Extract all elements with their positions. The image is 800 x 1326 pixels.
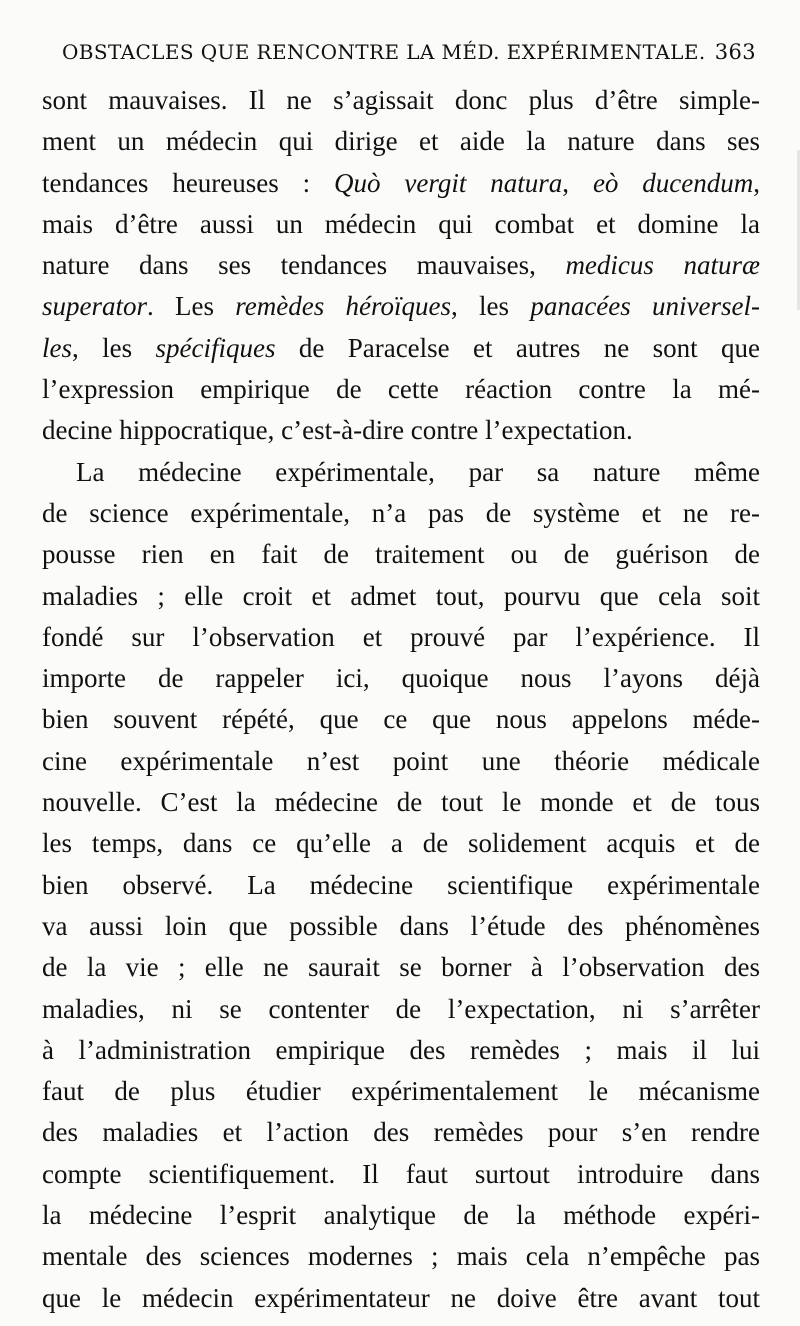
text-run: , les xyxy=(72,332,156,363)
text-line xyxy=(42,452,760,493)
italic-text-run: remèdes héroïques xyxy=(235,291,452,322)
text-line xyxy=(42,989,760,1030)
text-line xyxy=(42,741,760,782)
text-run: bien souvent répété, que ce que nous appelons méde- xyxy=(42,704,760,735)
text-line xyxy=(42,534,760,575)
text-run: à l’administration empirique des remèdes ; mais il lui xyxy=(42,1034,760,1065)
text-line xyxy=(42,493,760,534)
text-run: , xyxy=(562,167,593,198)
text-run: pousse rien en fait de traitement ou de guérison de xyxy=(42,539,760,570)
text-run: va aussi loin que possible dans l’étude des phénomènes xyxy=(42,910,760,941)
page-number: 363 xyxy=(714,40,756,64)
running-head-title: OBSTACLES QUE RENCONTRE LA MÉD. EXPÉRIMENTALE. xyxy=(62,40,706,64)
text-line xyxy=(42,1030,760,1071)
text-run: les temps, dans ce qu’elle a de solidement acquis et de xyxy=(42,828,760,859)
text-run: ment un médecin qui dirige et aide la nature dans ses xyxy=(42,126,760,157)
body-text xyxy=(42,80,760,1319)
text-run: que le médecin expérimentateur ne doive être avant tout xyxy=(42,1282,760,1313)
text-run: bien observé. La médecine scientifique expérimentale xyxy=(42,869,760,900)
text-line xyxy=(42,823,760,864)
text-line xyxy=(42,576,760,617)
text-run: mais d’être aussi un médecin qui combat et domine la xyxy=(42,208,760,239)
text-line xyxy=(42,1071,760,1112)
text-line xyxy=(42,1154,760,1195)
text-run: importe de rappeler ici, quoique nous l’ayons déjà xyxy=(42,663,760,694)
text-line xyxy=(42,1195,760,1236)
text-line xyxy=(42,906,760,947)
text-run: nature dans ses tendances mauvaises, xyxy=(42,250,566,281)
text-line xyxy=(42,865,760,906)
italic-text-run: eò ducendum xyxy=(592,167,754,198)
text-run: maladies ; elle croit et admet tout, pourvu que cela soit xyxy=(42,580,760,611)
text-run: La médecine expérimentale, par sa nature même xyxy=(76,456,760,487)
text-run: fondé sur l’observation et prouvé par l’expérience. Il xyxy=(42,621,760,652)
text-line xyxy=(42,245,760,286)
text-run: des maladies et l’action des remèdes pour s’en rendre xyxy=(42,1117,760,1148)
italic-text-run: Quò vergit natura xyxy=(334,167,563,198)
text-run: cine expérimentale n’est point une théorie médicale xyxy=(42,745,760,776)
text-run: maladies, ni se contenter de l’expectation, ni s’arrêter xyxy=(42,993,760,1024)
text-line xyxy=(42,1236,760,1277)
text-line xyxy=(42,328,760,369)
text-run: tendances heureuses : xyxy=(42,167,335,198)
italic-text-run: spécifiques xyxy=(155,332,276,363)
text-run: . Les xyxy=(147,291,236,322)
text-line xyxy=(42,80,760,121)
text-line xyxy=(42,782,760,823)
italic-text-run: superator xyxy=(42,291,148,322)
text-run: , les xyxy=(451,291,531,322)
text-line xyxy=(42,1112,760,1153)
text-run: sont mauvaises. Il ne s’agissait donc plus d’être simple- xyxy=(42,85,760,115)
text-run: de Paracelse et autres ne sont que xyxy=(275,332,760,363)
italic-text-run: les xyxy=(42,332,72,363)
text-line xyxy=(42,286,760,327)
text-run: decine hippocratique, c’est-à-dire contre l’expectation. xyxy=(42,415,633,446)
text-line xyxy=(42,163,760,204)
text-line xyxy=(42,947,760,988)
italic-text-run: medicus naturæ xyxy=(565,250,760,281)
text-run: de la vie ; elle ne saurait se borner à l’observation des xyxy=(42,952,760,983)
text-run: de science expérimentale, n’a pas de système et ne re- xyxy=(42,497,760,528)
text-run: mentale des sciences modernes ; mais cela n’empêche pas xyxy=(42,1241,760,1272)
text-line xyxy=(42,369,760,410)
text-line xyxy=(42,204,760,245)
text-run: l’expression empirique de cette réaction contre la mé- xyxy=(42,374,760,405)
text-run: faut de plus étudier expérimentalement le mécanisme xyxy=(42,1076,760,1107)
italic-text-run: panacées universel- xyxy=(530,291,761,322)
text-run: compte scientifiquement. Il faut surtout introduire dans xyxy=(42,1158,760,1189)
text-line xyxy=(42,121,760,162)
running-head xyxy=(62,40,762,64)
text-run: la médecine l’esprit analytique de la méthode expéri- xyxy=(42,1200,760,1231)
text-line xyxy=(42,658,760,699)
text-run: nouvelle. C’est la médecine de tout le monde et de tous xyxy=(42,787,760,818)
text-line xyxy=(42,699,760,740)
text-line xyxy=(42,1278,760,1319)
text-run: , xyxy=(753,167,761,198)
text-line xyxy=(42,410,760,451)
text-line xyxy=(42,617,760,658)
